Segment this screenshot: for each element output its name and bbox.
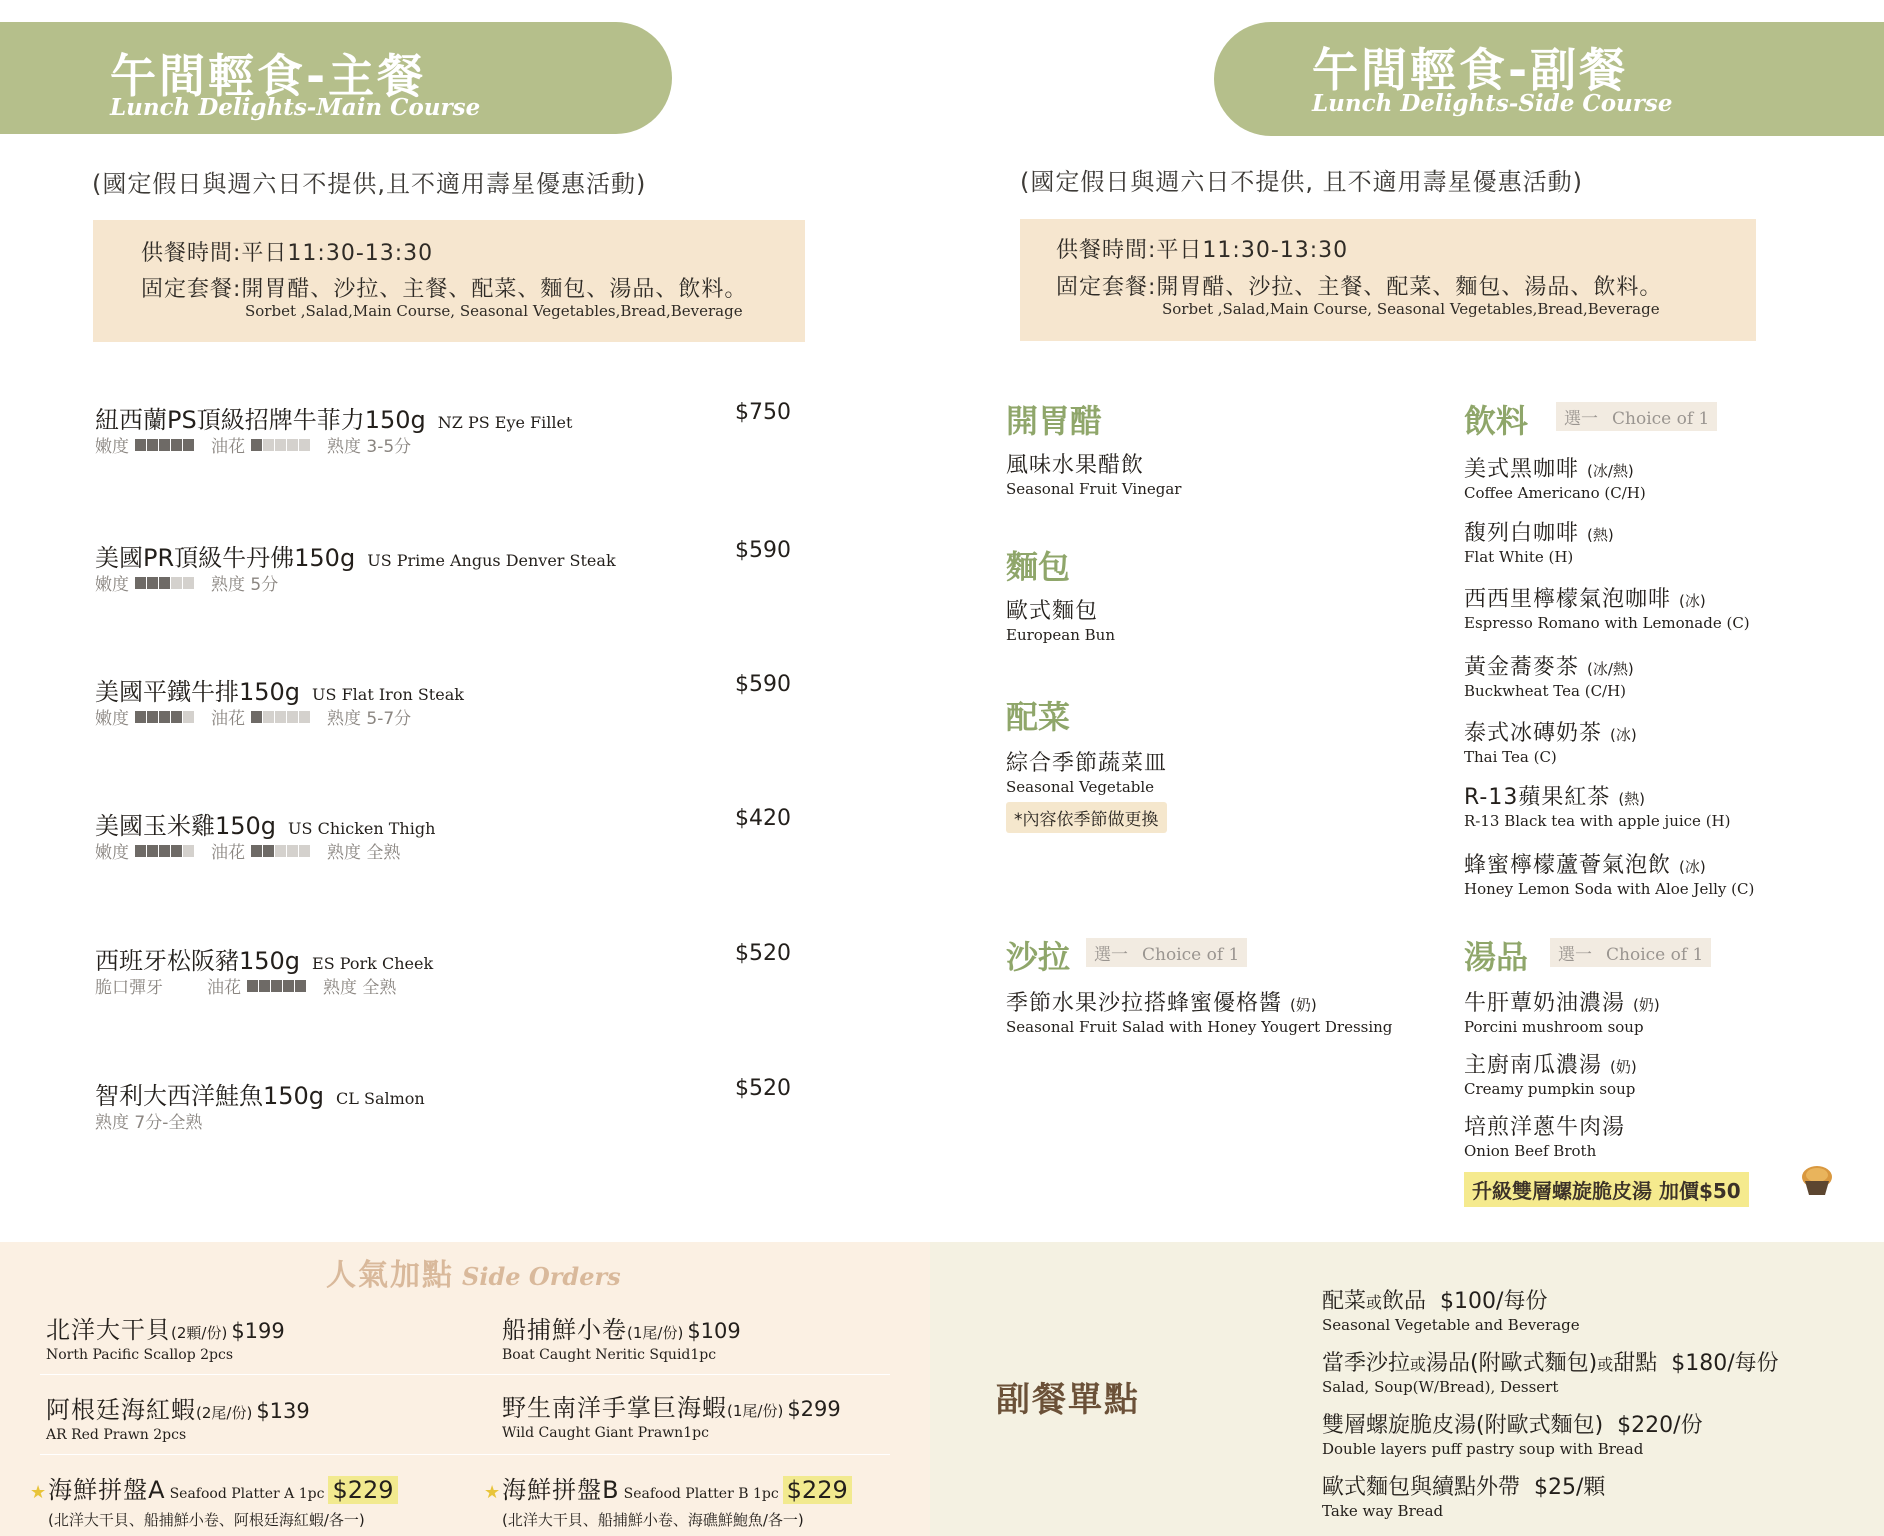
side-order-qty: (1尾/份) bbox=[727, 1402, 784, 1420]
soup-upgrade-banner: 升級雙層螺旋脆皮湯 加價$50 bbox=[1464, 1172, 1749, 1207]
soup-choice-badge bbox=[1550, 938, 1711, 967]
item-price: $420 bbox=[735, 806, 791, 831]
ala-name: 雙層螺旋脆皮湯(附歐式麵包) bbox=[1322, 1413, 1604, 1438]
platter-contents: (北洋大干貝、船捕鮮小卷、海礁鮮鮑魚/各一) bbox=[502, 1511, 804, 1529]
platter-name: 海鮮拼盤B bbox=[502, 1476, 620, 1504]
dish-name: 培煎洋蔥牛肉湯 bbox=[1464, 1115, 1626, 1140]
dish-name: 馥列白咖啡 bbox=[1464, 521, 1580, 546]
tender-label: 嫩度 bbox=[95, 437, 129, 457]
dish-name-en: European Bun bbox=[1006, 626, 1116, 644]
doneness-value: 3-5分 bbox=[366, 437, 412, 457]
divider bbox=[40, 1454, 890, 1455]
item-name-en: US Prime Angus Denver Steak bbox=[367, 551, 616, 570]
side-orders-title-zh: 人氣加點 bbox=[326, 1258, 454, 1293]
ala-name: 當季沙拉 bbox=[1322, 1351, 1411, 1376]
side-order-name-en: Wild Caught Giant Prawn1pc bbox=[502, 1425, 709, 1441]
side-order-name: 北洋大干貝 bbox=[46, 1316, 171, 1344]
item-name: 智利大西洋鮭魚150g bbox=[95, 1082, 325, 1110]
dish-name-en: Onion Beef Broth bbox=[1464, 1142, 1597, 1160]
side-course-header bbox=[1214, 22, 1884, 136]
dish-name: 牛肝蕈奶油濃湯 bbox=[1464, 991, 1626, 1016]
service-info-box-left bbox=[93, 220, 805, 342]
ala-name: 飲品 bbox=[1382, 1289, 1427, 1314]
platter-price: $229 bbox=[328, 1476, 397, 1504]
ala-or: 或 bbox=[1366, 1293, 1383, 1312]
item-price: $750 bbox=[735, 400, 791, 425]
ala-price: $180/每份 bbox=[1671, 1351, 1779, 1376]
item-name: 美國平鐵牛排150g bbox=[95, 678, 301, 706]
doneness-value: 7分-全熟 bbox=[134, 1113, 203, 1133]
doneness-value: 5-7分 bbox=[366, 709, 412, 729]
service-info-box-right bbox=[1020, 219, 1756, 341]
platter-name-en: Seafood Platter A 1pc bbox=[169, 1486, 325, 1502]
item-price: $590 bbox=[735, 672, 791, 697]
doneness-label: 熟度 bbox=[211, 575, 245, 595]
soup-item bbox=[1464, 986, 1660, 1036]
main-item bbox=[95, 1076, 795, 1146]
texture-value: 脆口彈牙 bbox=[95, 978, 163, 998]
item-name-en: NZ PS Eye Fillet bbox=[437, 413, 573, 432]
main-item bbox=[95, 400, 795, 470]
platter-contents: (北洋大干貝、船捕鮮小卷、阿根廷海紅蝦/各一) bbox=[48, 1511, 365, 1529]
dish-name-en: Buckwheat Tea (C/H) bbox=[1464, 682, 1627, 700]
dish-tag: (冰) bbox=[1679, 592, 1706, 610]
side-order-qty: (2尾/份) bbox=[196, 1404, 253, 1422]
dish-name-en: Espresso Romano with Lemonade (C) bbox=[1464, 614, 1750, 632]
dish-name-en: R-13 Black tea with apple juice (H) bbox=[1464, 812, 1731, 830]
a-la-carte-item bbox=[1322, 1408, 1703, 1458]
side-order-name-en: AR Red Prawn 2pcs bbox=[46, 1427, 187, 1443]
star-icon: ★ bbox=[484, 1482, 501, 1503]
bread-item bbox=[1006, 594, 1115, 644]
doneness-label: 熟度 bbox=[327, 437, 361, 457]
tender-label: 嫩度 bbox=[95, 575, 129, 595]
main-item bbox=[95, 672, 795, 742]
dish-name: 風味水果醋飲 bbox=[1006, 453, 1145, 478]
item-name-en: US Chicken Thigh bbox=[288, 819, 436, 838]
tender-bar bbox=[135, 711, 195, 723]
dish-tag: (冰) bbox=[1610, 726, 1637, 744]
dish-tag: (冰/熱) bbox=[1587, 462, 1634, 480]
drink-item bbox=[1464, 516, 1614, 566]
main-item bbox=[95, 806, 795, 876]
salad-section-title: 沙拉 bbox=[1006, 938, 1071, 976]
tender-label: 嫩度 bbox=[95, 843, 129, 863]
dish-name-en: Creamy pumpkin soup bbox=[1464, 1080, 1636, 1098]
drink-item bbox=[1464, 848, 1754, 898]
side-order-price: $299 bbox=[787, 1397, 841, 1421]
vinegar-item bbox=[1006, 448, 1181, 498]
service-hours: 供餐時間:平日11:30-13:30 bbox=[141, 241, 434, 266]
dish-tag: (冰/熱) bbox=[1587, 660, 1634, 678]
tender-label: 嫩度 bbox=[95, 709, 129, 729]
doneness-label: 熟度 bbox=[323, 978, 357, 998]
dish-name: 蜂蜜檸檬蘆薈氣泡飲 bbox=[1464, 853, 1672, 878]
marbling-label: 油花 bbox=[211, 437, 245, 457]
tender-bar bbox=[135, 577, 195, 589]
side-orders-title-en: Side Orders bbox=[462, 1262, 621, 1291]
tender-bar bbox=[135, 439, 195, 451]
ala-name-en: Double layers puff pastry soup with Bread bbox=[1322, 1440, 1644, 1458]
ala-or: 或 bbox=[1410, 1355, 1427, 1374]
item-name: 紐西蘭PS頂級招牌牛菲力150g bbox=[95, 406, 426, 434]
soup-section-title: 湯品 bbox=[1464, 938, 1529, 976]
choice-zh: 選一 bbox=[1564, 409, 1598, 429]
ala-name: 湯品(附歐式麵包) bbox=[1426, 1351, 1598, 1376]
side-order-price: $199 bbox=[231, 1319, 285, 1343]
item-name-en: CL Salmon bbox=[336, 1089, 425, 1108]
ala-or: 或 bbox=[1597, 1355, 1614, 1374]
dish-name-en: Flat White (H) bbox=[1464, 548, 1574, 566]
right-notice: (國定假日與週六日不提供, 且不適用壽星優惠活動) bbox=[1020, 168, 1583, 196]
doneness-value: 全熟 bbox=[362, 978, 397, 998]
side-order-item bbox=[46, 1310, 285, 1363]
side-course-subtitle: Lunch Delights-Side Course bbox=[1312, 90, 1673, 117]
ala-name: 歐式麵包與續點外帶 bbox=[1322, 1475, 1521, 1500]
dish-name-en: Thai Tea (C) bbox=[1464, 748, 1557, 766]
tender-bar bbox=[135, 845, 195, 857]
a-la-carte-item bbox=[1322, 1284, 1580, 1334]
dish-name: 美式黑咖啡 bbox=[1464, 457, 1580, 482]
soup-item bbox=[1464, 1110, 1625, 1160]
veg-item bbox=[1006, 746, 1167, 796]
dish-name: 歐式麵包 bbox=[1006, 599, 1099, 624]
ala-price: $25/顆 bbox=[1534, 1475, 1606, 1500]
side-order-name: 野生南洋手掌巨海蝦 bbox=[502, 1394, 727, 1422]
bread-section-title: 麵包 bbox=[1006, 548, 1071, 586]
set-meal-content: 固定套餐:開胃醋、沙拉、主餐、配菜、麵包、湯品、飲料。 bbox=[1056, 275, 1663, 300]
a-la-carte-item bbox=[1322, 1346, 1779, 1396]
seasonal-note: *內容依季節做更換 bbox=[1006, 802, 1167, 833]
drink-item bbox=[1464, 582, 1750, 632]
marbling-bar bbox=[251, 711, 311, 723]
doneness-value: 5分 bbox=[250, 575, 279, 595]
side-order-qty: (1尾/份) bbox=[627, 1324, 684, 1342]
item-price: $590 bbox=[735, 538, 791, 563]
side-course-title: 午間輕食-副餐 bbox=[1312, 43, 1629, 97]
side-order-item bbox=[502, 1388, 841, 1441]
divider bbox=[40, 1374, 890, 1375]
set-meal-content-en: Sorbet ,Salad,Main Course, Seasonal Vegetables,Bread,Beverage bbox=[245, 302, 743, 320]
ala-name-en: Salad, Soup(W/Bread), Dessert bbox=[1322, 1378, 1559, 1396]
ala-name: 配菜 bbox=[1322, 1289, 1367, 1314]
choice-zh: 選一 bbox=[1094, 945, 1128, 965]
drink-item bbox=[1464, 716, 1637, 766]
choice-en: Choice of 1 bbox=[1142, 945, 1240, 965]
item-name: 美國PR頂級牛丹佛150g bbox=[95, 544, 356, 572]
dish-name-en: Seasonal Fruit Vinegar bbox=[1006, 480, 1182, 498]
ala-price: $220/份 bbox=[1617, 1413, 1703, 1438]
doneness-label: 熟度 bbox=[327, 709, 361, 729]
marbling-bar bbox=[251, 845, 311, 857]
dish-name-en: Honey Lemon Soda with Aloe Jelly (C) bbox=[1464, 880, 1755, 898]
item-name: 西班牙松阪豬150g bbox=[95, 947, 301, 975]
drink-item bbox=[1464, 650, 1634, 700]
main-course-title: 午間輕食-主餐 bbox=[110, 49, 427, 103]
platter-price: $229 bbox=[783, 1476, 852, 1504]
dish-tag: (奶) bbox=[1610, 1058, 1637, 1076]
platter-name: 海鮮拼盤A bbox=[48, 1476, 166, 1504]
side-order-name: 船捕鮮小卷 bbox=[502, 1316, 627, 1344]
side-order-price: $109 bbox=[687, 1319, 741, 1343]
item-name: 美國玉米雞150g bbox=[95, 812, 277, 840]
dish-name-en: Coffee Americano (C/H) bbox=[1464, 484, 1646, 502]
dish-tag: (熱) bbox=[1587, 526, 1614, 544]
dish-name: 季節水果沙拉搭蜂蜜優格醬 bbox=[1006, 991, 1283, 1016]
choice-zh: 選一 bbox=[1558, 945, 1592, 965]
drink-item bbox=[1464, 780, 1730, 830]
salad-item bbox=[1006, 986, 1392, 1036]
marbling-label: 油花 bbox=[207, 978, 241, 998]
item-price: $520 bbox=[735, 941, 791, 966]
marbling-bar bbox=[247, 980, 307, 992]
dish-name: 黃金蕎麥茶 bbox=[1464, 655, 1580, 680]
star-icon: ★ bbox=[30, 1482, 47, 1503]
item-name-en: US Flat Iron Steak bbox=[312, 685, 464, 704]
veg-section-title: 配菜 bbox=[1006, 698, 1071, 736]
side-order-qty: (2顆/份) bbox=[171, 1324, 228, 1342]
service-hours: 供餐時間:平日11:30-13:30 bbox=[1056, 238, 1349, 263]
dish-name: 泰式冰磚奶茶 bbox=[1464, 721, 1603, 746]
salad-choice-badge bbox=[1086, 938, 1247, 967]
marbling-bar bbox=[251, 439, 311, 451]
soup-item bbox=[1464, 1048, 1637, 1098]
side-order-item bbox=[46, 1390, 310, 1443]
set-meal-content: 固定套餐:開胃醋、沙拉、主餐、配菜、麵包、湯品、飲料。 bbox=[141, 277, 748, 302]
side-order-price: $139 bbox=[256, 1399, 310, 1423]
side-order-name-en: North Pacific Scallop 2pcs bbox=[46, 1347, 234, 1363]
dish-name-en: Porcini mushroom soup bbox=[1464, 1018, 1644, 1036]
dish-tag: (熱) bbox=[1618, 790, 1646, 808]
seafood-platter-a bbox=[30, 1470, 398, 1530]
a-la-carte-item bbox=[1322, 1470, 1605, 1520]
dish-tag: (奶) bbox=[1633, 996, 1660, 1014]
dish-name: 綜合季節蔬菜皿 bbox=[1006, 751, 1168, 776]
vinegar-section-title: 開胃醋 bbox=[1006, 402, 1103, 440]
choice-en: Choice of 1 bbox=[1606, 945, 1704, 965]
dish-name: 主廚南瓜濃湯 bbox=[1464, 1053, 1603, 1078]
side-order-name-en: Boat Caught Neritic Squid1pc bbox=[502, 1347, 717, 1363]
item-price: $520 bbox=[735, 1076, 791, 1101]
seafood-platter-b bbox=[484, 1470, 852, 1530]
doneness-label: 熟度 bbox=[95, 1113, 129, 1133]
left-notice: (國定假日與週六日不提供,且不適用壽星優惠活動) bbox=[92, 170, 647, 198]
main-course-subtitle: Lunch Delights-Main Course bbox=[110, 94, 481, 121]
marbling-label: 油花 bbox=[211, 709, 245, 729]
ala-name: 甜點 bbox=[1613, 1351, 1658, 1376]
doneness-label: 熟度 bbox=[327, 843, 361, 863]
item-name-en: ES Pork Cheek bbox=[312, 954, 434, 973]
dish-name: R-13蘋果紅茶 bbox=[1464, 785, 1611, 810]
doneness-value: 全熟 bbox=[366, 843, 401, 863]
dish-name: 西西里檸檬氣泡咖啡 bbox=[1464, 587, 1672, 612]
ala-name-en: Take way Bread bbox=[1322, 1502, 1444, 1520]
side-order-item bbox=[502, 1310, 741, 1363]
main-course-header bbox=[0, 22, 672, 134]
main-item bbox=[95, 538, 795, 608]
drinks-choice-badge bbox=[1556, 402, 1717, 431]
side-orders-panel bbox=[0, 1242, 930, 1536]
puff-pastry-soup-icon bbox=[1800, 1163, 1834, 1197]
platter-name-en: Seafood Platter B 1pc bbox=[623, 1486, 779, 1502]
side-order-name: 阿根廷海紅蝦 bbox=[46, 1396, 196, 1424]
dish-tag: (冰) bbox=[1679, 858, 1706, 876]
set-meal-content-en: Sorbet ,Salad,Main Course, Seasonal Vegetables,Bread,Beverage bbox=[1162, 300, 1660, 318]
dish-tag: (奶) bbox=[1290, 996, 1317, 1014]
ala-name-en: Seasonal Vegetable and Beverage bbox=[1322, 1316, 1580, 1334]
drink-item bbox=[1464, 452, 1646, 502]
choice-en: Choice of 1 bbox=[1612, 409, 1710, 429]
main-item bbox=[95, 941, 795, 1011]
a-la-carte-title: 副餐單點 bbox=[996, 1380, 1140, 1420]
side-orders-title bbox=[326, 1250, 621, 1294]
dish-name-en: Seasonal Vegetable bbox=[1006, 778, 1155, 796]
marbling-label: 油花 bbox=[211, 843, 245, 863]
dish-name-en: Seasonal Fruit Salad with Honey Yougert Dressing bbox=[1006, 1018, 1393, 1036]
ala-price: $100/每份 bbox=[1440, 1289, 1548, 1314]
drinks-section-title: 飲料 bbox=[1464, 402, 1529, 440]
